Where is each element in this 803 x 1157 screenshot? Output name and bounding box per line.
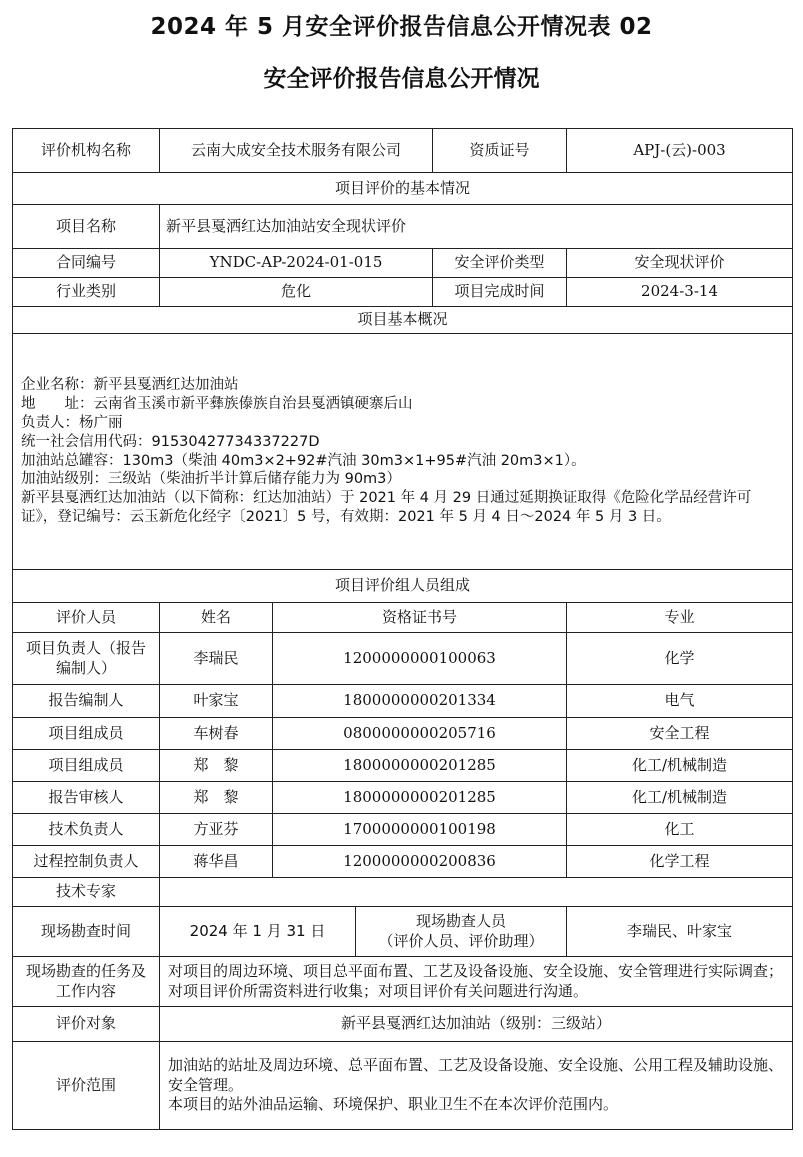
section-overview-title: 项目基本概况 — [13, 307, 793, 334]
team-cert: 1800000000201334 — [273, 685, 567, 718]
team-role: 项目组成员 — [13, 718, 160, 750]
team-name: 郑 黎 — [160, 750, 273, 782]
team-name: 郑 黎 — [160, 782, 273, 814]
survey-task-label: 现场勘查的任务及工作内容 — [13, 957, 160, 1007]
team-role: 过程控制负责人 — [13, 846, 160, 878]
team-name: 叶家宝 — [160, 685, 273, 718]
team-name: 李瑞民 — [160, 633, 273, 685]
cert-label: 资质证号 — [433, 129, 567, 173]
expert-label: 技术专家 — [13, 878, 160, 907]
team-role: 报告编制人 — [13, 685, 160, 718]
scope-line-included: 加油站的站址及周边环境、总平面布置、工艺及设备设施、安全设施、公用工程及辅助设施、安全管理。 — [168, 1056, 784, 1094]
section-team-title: 项目评价组人员组成 — [13, 570, 793, 603]
table-row — [13, 633, 793, 685]
document-subtitle: 安全评价报告信息公开情况 — [263, 66, 540, 92]
team-name: 车树春 — [160, 718, 273, 750]
survey-task-value: 对项目的周边环境、项目总平面布置、工艺及设备设施、安全设施、安全管理进行实际调查；对项目评价所需资料进行收集；对项目评价有关问题进行沟通。 — [160, 957, 793, 1007]
team-header-cert: 资格证书号 — [273, 603, 567, 633]
team-cert: 0800000000205716 — [273, 718, 567, 750]
overview-line-license: 新平县戛洒红达加油站（以下简称：红达加油站）于 2021 年 4 月 29 日通过延期换证取得《危险化学品经营许可证》，登记编号：云玉新危化经字〔2021〕5 号，有效期：2021 年 5 月 4 日～2024 年 5 月 3 日。 — [21, 490, 752, 526]
team-cert: 1800000000201285 — [273, 782, 567, 814]
table-row — [13, 750, 793, 782]
disclosure-table — [12, 128, 793, 1130]
team-role: 项目组成员 — [13, 750, 160, 782]
finish-label: 项目完成时间 — [433, 278, 567, 307]
team-major: 化工/机械制造 — [567, 782, 793, 814]
overview-line-credit-code: 统一社会信用代码：91530427734337227D — [21, 433, 320, 450]
org-value: 云南大成安全技术服务有限公司 — [160, 129, 433, 173]
team-cert: 1200000000200836 — [273, 846, 567, 878]
team-cert: 1800000000201285 — [273, 750, 567, 782]
team-major: 化工 — [567, 814, 793, 846]
eval-type-label: 安全评价类型 — [433, 249, 567, 278]
table-row — [13, 718, 793, 750]
survey-time-label: 现场勘查时间 — [13, 907, 160, 957]
survey-time-value: 2024 年 1 月 31 日 — [160, 907, 356, 957]
team-cert: 1200000000100063 — [273, 633, 567, 685]
team-major: 电气 — [567, 685, 793, 718]
survey-staff-label — [356, 907, 567, 957]
team-cert: 1700000000100198 — [273, 814, 567, 846]
scope-value — [160, 1042, 793, 1130]
team-role: 技术负责人 — [13, 814, 160, 846]
target-value: 新平县戛洒红达加油站（级别：三级站） — [160, 1007, 793, 1042]
target-label: 评价对象 — [13, 1007, 160, 1042]
team-major: 化学 — [567, 633, 793, 685]
survey-staff-label-line2: （评价人员、评价助理） — [378, 931, 544, 950]
contract-label: 合同编号 — [13, 249, 160, 278]
overview-line-company: 企业名称：新平县戛洒红达加油站 — [21, 377, 239, 394]
overview-line-station-level: 加油站级别：三级站（柴油折半计算后储存能力为 90m3） — [21, 471, 401, 488]
org-label: 评价机构名称 — [13, 129, 160, 173]
team-major: 安全工程 — [567, 718, 793, 750]
overview-line-address: 地 址：云南省玉溪市新平彝族傣族自治县戛洒镇硬寨后山 — [21, 395, 413, 412]
survey-staff-label-line1: 现场勘查人员 — [416, 912, 507, 930]
team-major: 化工/机械制造 — [567, 750, 793, 782]
table-row — [13, 846, 793, 878]
table-row — [13, 782, 793, 814]
org-row — [13, 129, 793, 173]
team-name: 蒋华昌 — [160, 846, 273, 878]
team-header-major: 专业 — [567, 603, 793, 633]
section-basic-title: 项目评价的基本情况 — [13, 173, 793, 205]
industry-label: 行业类别 — [13, 278, 160, 307]
team-header-name: 姓名 — [160, 603, 273, 633]
scope-label: 评价范围 — [13, 1042, 160, 1130]
document-title: 2024 年 5 月安全评价报告信息公开情况表 02 — [150, 14, 653, 40]
cert-value: APJ-(云)-003 — [567, 129, 793, 173]
scope-line-excluded: 本项目的站外油品运输、环境保护、职业卫生不在本次评价范围内。 — [168, 1095, 619, 1114]
survey-staff-value: 李瑞民、叶家宝 — [567, 907, 793, 957]
overview-body — [13, 334, 793, 570]
team-role: 报告审核人 — [13, 782, 160, 814]
team-name: 方亚芬 — [160, 814, 273, 846]
team-header-role: 评价人员 — [13, 603, 160, 633]
team-major: 化学工程 — [567, 846, 793, 878]
table-row — [13, 814, 793, 846]
table-row — [13, 685, 793, 718]
overview-line-tank-volume: 加油站总罐容：130m3（柴油 40m3×2+92#汽油 30m3×1+95#汽油 20m3×1）。 — [21, 452, 586, 469]
eval-type-value: 安全现状评价 — [567, 249, 793, 278]
overview-line-manager: 负责人：杨广丽 — [21, 414, 123, 431]
team-role: 项目负责人（报告编制人） — [13, 633, 160, 685]
team-header-row — [13, 603, 793, 633]
industry-value: 危化 — [160, 278, 433, 307]
project-name-label: 项目名称 — [13, 205, 160, 249]
contract-value: YNDC-AP-2024-01-015 — [160, 249, 433, 278]
expert-value — [160, 878, 793, 907]
finish-value: 2024-3-14 — [567, 278, 793, 307]
project-name-value: 新平县戛洒红达加油站安全现状评价 — [160, 205, 793, 249]
